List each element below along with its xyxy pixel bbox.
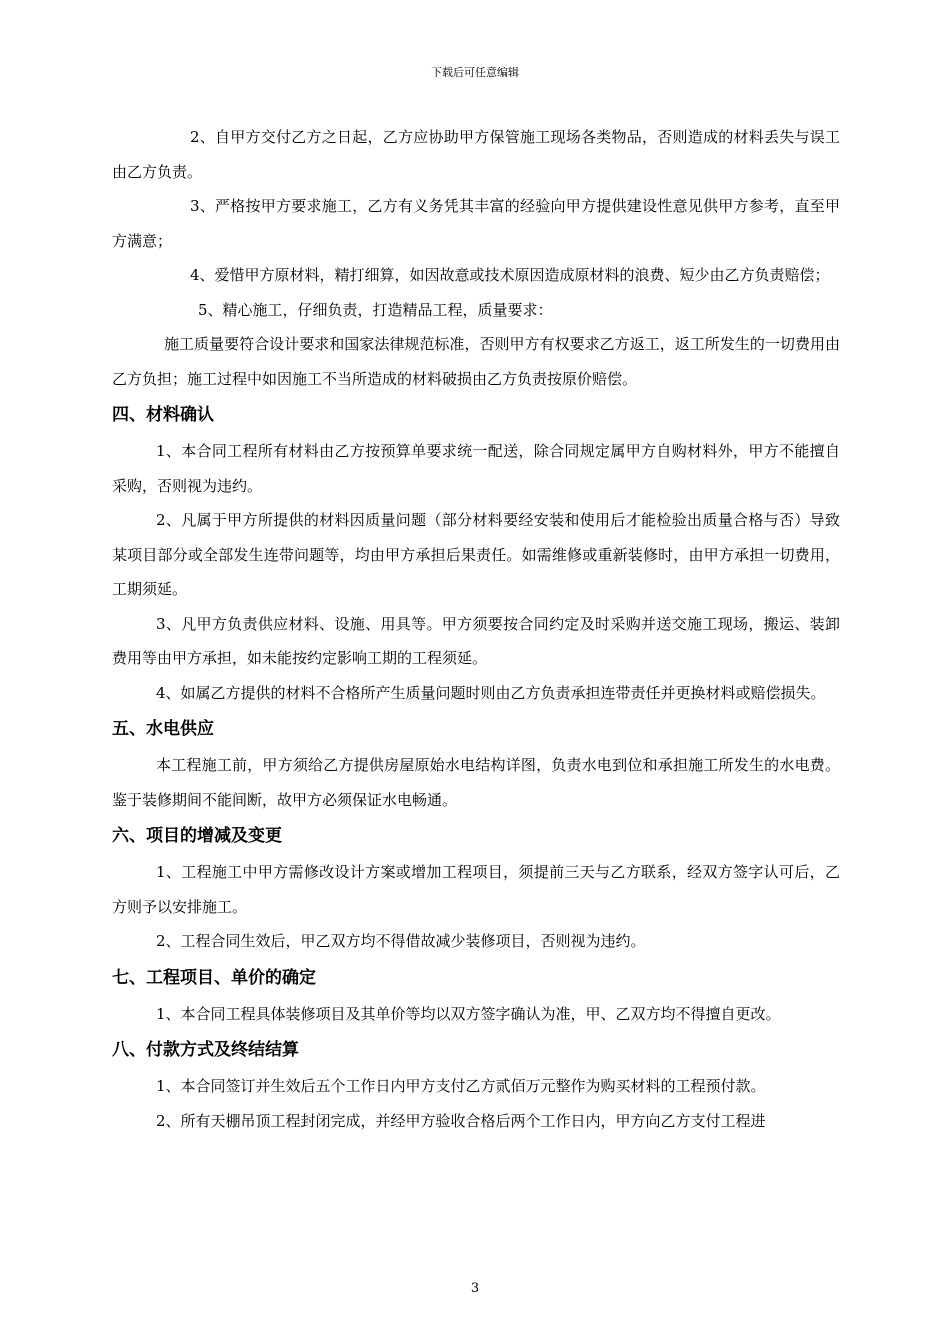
clause-4-materials: 4、爱惜甲方原材料，精打细算，如因故意或技术原因造成原材料的浪费、短少由乙方负责赔偿； [190, 266, 830, 284]
changes-clause-2: 2、工程合同生效后，甲乙双方均不得借故减少装修项目，否则视为违约。 [156, 932, 646, 950]
section-heading-payment: 八、付款方式及终结结算 [112, 1040, 299, 1060]
materials-clause-3: 3、凡甲方负责供应材料、设施、用具等。甲方须要按合同约定及时采购并送交施工现场，搬运、装卸费用等由甲方承担，如未能按约定影响工期的工程须延。 [112, 614, 840, 667]
materials-clause-2: 2、凡属于甲方所提供的材料因质量问题（部分材料要经安装和使用后才能检验出质量合格与否）导致某项目部分或全部发生连带问题等，均由甲方承担后果责任。如需维修或重新装修时，由甲方承担一切费用，工期须延。 [112, 511, 840, 598]
document-body [112, 120, 840, 1138]
payment-clause-2: 2、所有天棚吊顶工程封闭完成，并经甲方验收合格后两个工作日内，甲方向乙方支付工程进 [156, 1111, 766, 1130]
utilities-clause: 本工程施工前，甲方须给乙方提供房屋原始水电结构详图，负责水电到位和承担施工所发生的水电费。鉴于装修期间不能间断，故甲方必须保证水电畅通。 [112, 756, 840, 809]
section-heading-unit-price: 七、工程项目、单价的确定 [112, 967, 316, 988]
section-heading-changes: 六、项目的增减及变更 [112, 826, 282, 846]
payment-clause-1: 1、本合同签订并生效后五个工作日内甲方支付乙方贰佰万元整作为购买材料的工程预付款。 [156, 1077, 766, 1095]
materials-clause-4: 4、如属乙方提供的材料不合格所产生质量问题时则由乙方负责承担连带责任并更换材料或赔偿损失。 [156, 683, 826, 702]
clause-5-quality: 5、精心施工，仔细负责，打造精品工程，质量要求： [198, 300, 553, 319]
clause-2-storage: 2、自甲方交付乙方之日起，乙方应协助甲方保管施工现场各类物品，否则造成的材料丢失与误工由乙方负责。 [112, 128, 840, 181]
section-heading-materials: 四、材料确认 [112, 405, 214, 425]
section-heading-utilities: 五、水电供应 [112, 719, 214, 739]
changes-clause-1: 1、工程施工中甲方需修改设计方案或增加工程项目，须提前三天与乙方联系，经双方签字认可后，乙方则予以安排施工。 [112, 863, 840, 916]
materials-clause-1: 1、本合同工程所有材料由乙方按预算单要求统一配送，除合同规定属甲方自购材料外，甲方不能擅自采购，否则视为违约。 [112, 442, 840, 495]
page-header: 下载后可任意编辑 [431, 66, 519, 79]
clause-3-construction: 3、严格按甲方要求施工，乙方有义务凭其丰富的经验向甲方提供建设性意见供甲方参考，直至甲方满意； [112, 197, 840, 250]
unit-price-clause-1: 1、本合同工程具体装修项目及其单价等均以双方签字确认为准，甲、乙双方均不得擅自更改。 [156, 1004, 781, 1023]
quality-requirement-text: 施工质量要符合设计要求和国家法律规范标准，否则甲方有权要求乙方返工，返工所发生的一切费用由乙方负担；施工过程中如因施工不当所造成的材料破损由乙方负责按原价赔偿。 [112, 335, 840, 388]
page-number: 3 [470, 1281, 480, 1296]
